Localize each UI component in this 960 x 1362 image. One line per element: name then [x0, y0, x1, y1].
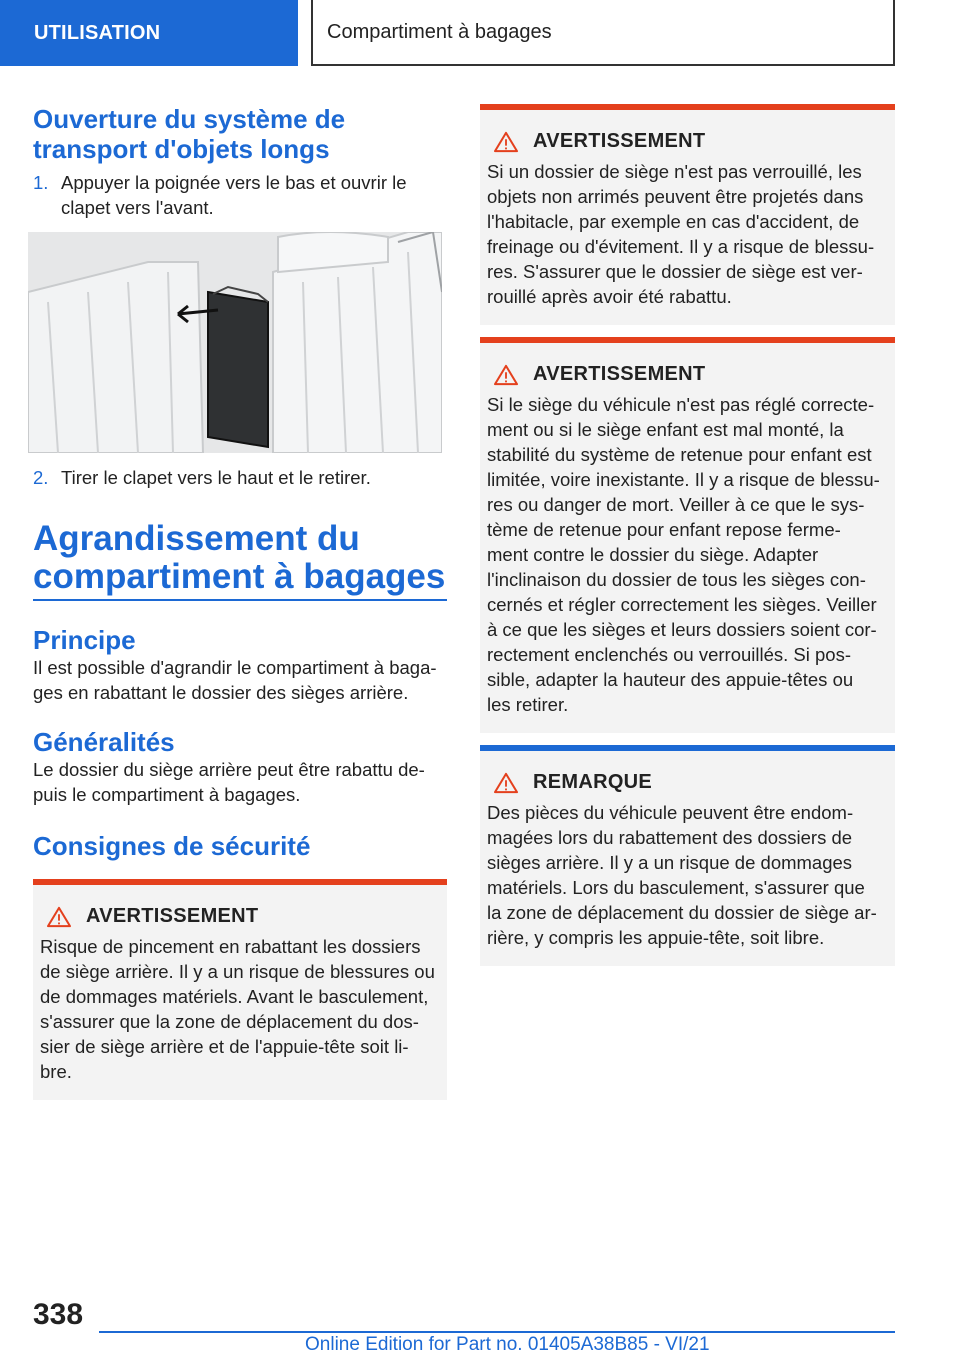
- text-line: Appuyer la poignée vers le bas et ouvrir le: [61, 172, 407, 193]
- footer-rule: [99, 1331, 895, 1333]
- heading-generalites: Généralités: [33, 727, 175, 757]
- text-line: l'habitacle, par exemple en cas d'accident, de: [487, 211, 860, 232]
- notice-title: REMARQUE: [533, 771, 653, 793]
- heading-line: compartiment à bagages: [33, 557, 446, 596]
- text-line: de siège arrière. Il y a un risque de blessures ou: [40, 961, 435, 982]
- heading-principe: Principe: [33, 625, 136, 655]
- text-line: les retirer.: [487, 694, 569, 715]
- step-number: 1.: [33, 172, 49, 193]
- text-line: stabilité du système de retenue pour enfant est: [487, 444, 872, 465]
- text-line: Si le siège du véhicule n'est pas réglé correcte-: [487, 394, 875, 415]
- warning-header: [487, 104, 888, 153]
- text-line: Tirer le clapet vers le haut et le retirer.: [61, 467, 371, 488]
- list-item: [33, 170, 447, 220]
- text-line: ment ou si le siège enfant est mal monté, la: [487, 419, 844, 440]
- paragraph-generalites: [33, 757, 447, 807]
- text-line: freinage ou d'évitement. Il y a risque de blessu-: [487, 236, 875, 257]
- text-line: s'assurer que la zone de déplacement du dos-: [40, 1011, 419, 1032]
- warning-triangle-icon: [492, 364, 520, 386]
- notice-box: [480, 745, 895, 966]
- text-line: rouillé après avoir été rabattu.: [487, 286, 732, 307]
- step-list: [33, 465, 447, 490]
- text-line: Si un dossier de siège n'est pas verrouillé, les: [487, 161, 862, 182]
- step-text: [61, 170, 407, 220]
- step-number: 2.: [33, 467, 49, 488]
- warning-header: [40, 879, 440, 928]
- text-line: Des pièces du véhicule peuvent être endom-: [487, 802, 854, 823]
- text-line: clapet vers l'avant.: [61, 197, 214, 218]
- warning-bar: [33, 879, 447, 885]
- warning-box: [33, 879, 447, 1100]
- seat-drawing: [28, 232, 442, 453]
- right-column: [480, 104, 895, 966]
- list-item: [33, 465, 447, 490]
- edition-label: Online Edition for Part no. 01405A38B85 - VI/21: [305, 1334, 710, 1355]
- step-list: [33, 170, 447, 220]
- warning-bar: [480, 104, 895, 110]
- text-line: ment contre le dossier du siège. Adapter: [487, 544, 819, 565]
- text-line: matériels. Lors du basculement, s'assurer que: [487, 877, 865, 898]
- notice-text: [487, 800, 888, 950]
- notice-bar: [480, 745, 895, 751]
- text-line: Risque de pincement en rabattant les dossiers: [40, 936, 421, 957]
- heading-line: Ouverture du système de: [33, 104, 346, 134]
- section-label: UTILISATION: [34, 21, 161, 44]
- text-line: objets non arrimés peuvent être projetés dans: [487, 186, 864, 207]
- warning-text: [40, 934, 440, 1084]
- text-line: res ou danger de mort. Veiller à ce que le sys-: [487, 494, 865, 515]
- warning-box: [480, 337, 895, 733]
- text-line: sièges arrière. Il y a un risque de dommages: [487, 852, 853, 873]
- notice-header: [487, 745, 888, 794]
- warning-triangle-icon: [492, 131, 520, 153]
- warning-box: [480, 104, 895, 325]
- seat-illustration: [28, 232, 442, 453]
- heading-line: transport d'objets longs: [33, 134, 330, 164]
- paragraph-principe: [33, 655, 447, 705]
- chapter-header: [311, 0, 895, 66]
- text-line: res. S'assurer que le dossier de siège est ver-: [487, 261, 863, 282]
- text-line: limitée, voire inexistante. Il y a risque de blessu-: [487, 469, 880, 490]
- text-line: bre.: [40, 1061, 72, 1082]
- text-line: tème de retenue pour enfant repose ferme-: [487, 519, 841, 540]
- text-line: de dommages matériels. Avant le basculement,: [40, 986, 429, 1007]
- warning-title: AVERTISSEMENT: [533, 130, 706, 152]
- text-line: sier de siège arrière et de l'appuie-tête soit li-: [40, 1036, 409, 1057]
- warning-text: [487, 159, 888, 309]
- chapter-title: Compartiment à bagages: [327, 20, 552, 43]
- text-line: Il est possible d'agrandir le compartiment à baga-: [33, 657, 437, 678]
- text-line: l'inclinaison du dossier de tous les sièges con-: [487, 569, 866, 590]
- warning-title: AVERTISSEMENT: [533, 363, 706, 385]
- text-line: Le dossier du siège arrière peut être rabattu de-: [33, 759, 425, 780]
- warning-header: [487, 337, 888, 386]
- left-column: [33, 100, 447, 1100]
- heading-agrandissement: [33, 520, 447, 601]
- notice-triangle-icon: [492, 772, 520, 794]
- section-tab: [0, 0, 298, 66]
- text-line: ges en rabattant le dossier des sièges arrière.: [33, 682, 409, 703]
- text-line: à ce que les sièges et leurs dossiers soient cor-: [487, 619, 877, 640]
- warning-title: AVERTISSEMENT: [86, 905, 259, 927]
- page-number: 338: [33, 1298, 84, 1331]
- heading-ouverture: [33, 104, 447, 164]
- heading-line: Agrandissement du: [33, 519, 360, 558]
- text-line: magées lors du rabattement des dossiers de: [487, 827, 853, 848]
- text-line: la zone de déplacement du dossier de siège ar-: [487, 902, 877, 923]
- warning-text: [487, 392, 888, 717]
- warning-bar: [480, 337, 895, 343]
- text-line: cernés et régler correctement les sièges. Veiller: [487, 594, 877, 615]
- warning-triangle-icon: [45, 906, 73, 928]
- text-line: rectement enclenchés ou verrouillés. Si pos-: [487, 644, 852, 665]
- text-line: rière, y compris les appuie-tête, soit libre.: [487, 927, 825, 948]
- text-line: puis le compartiment à bagages.: [33, 784, 301, 805]
- step-text: [61, 465, 371, 490]
- text-line: sible, adapter la hauteur des appuie-têtes ou: [487, 669, 854, 690]
- heading-consignes: Consignes de sécurité: [33, 831, 311, 861]
